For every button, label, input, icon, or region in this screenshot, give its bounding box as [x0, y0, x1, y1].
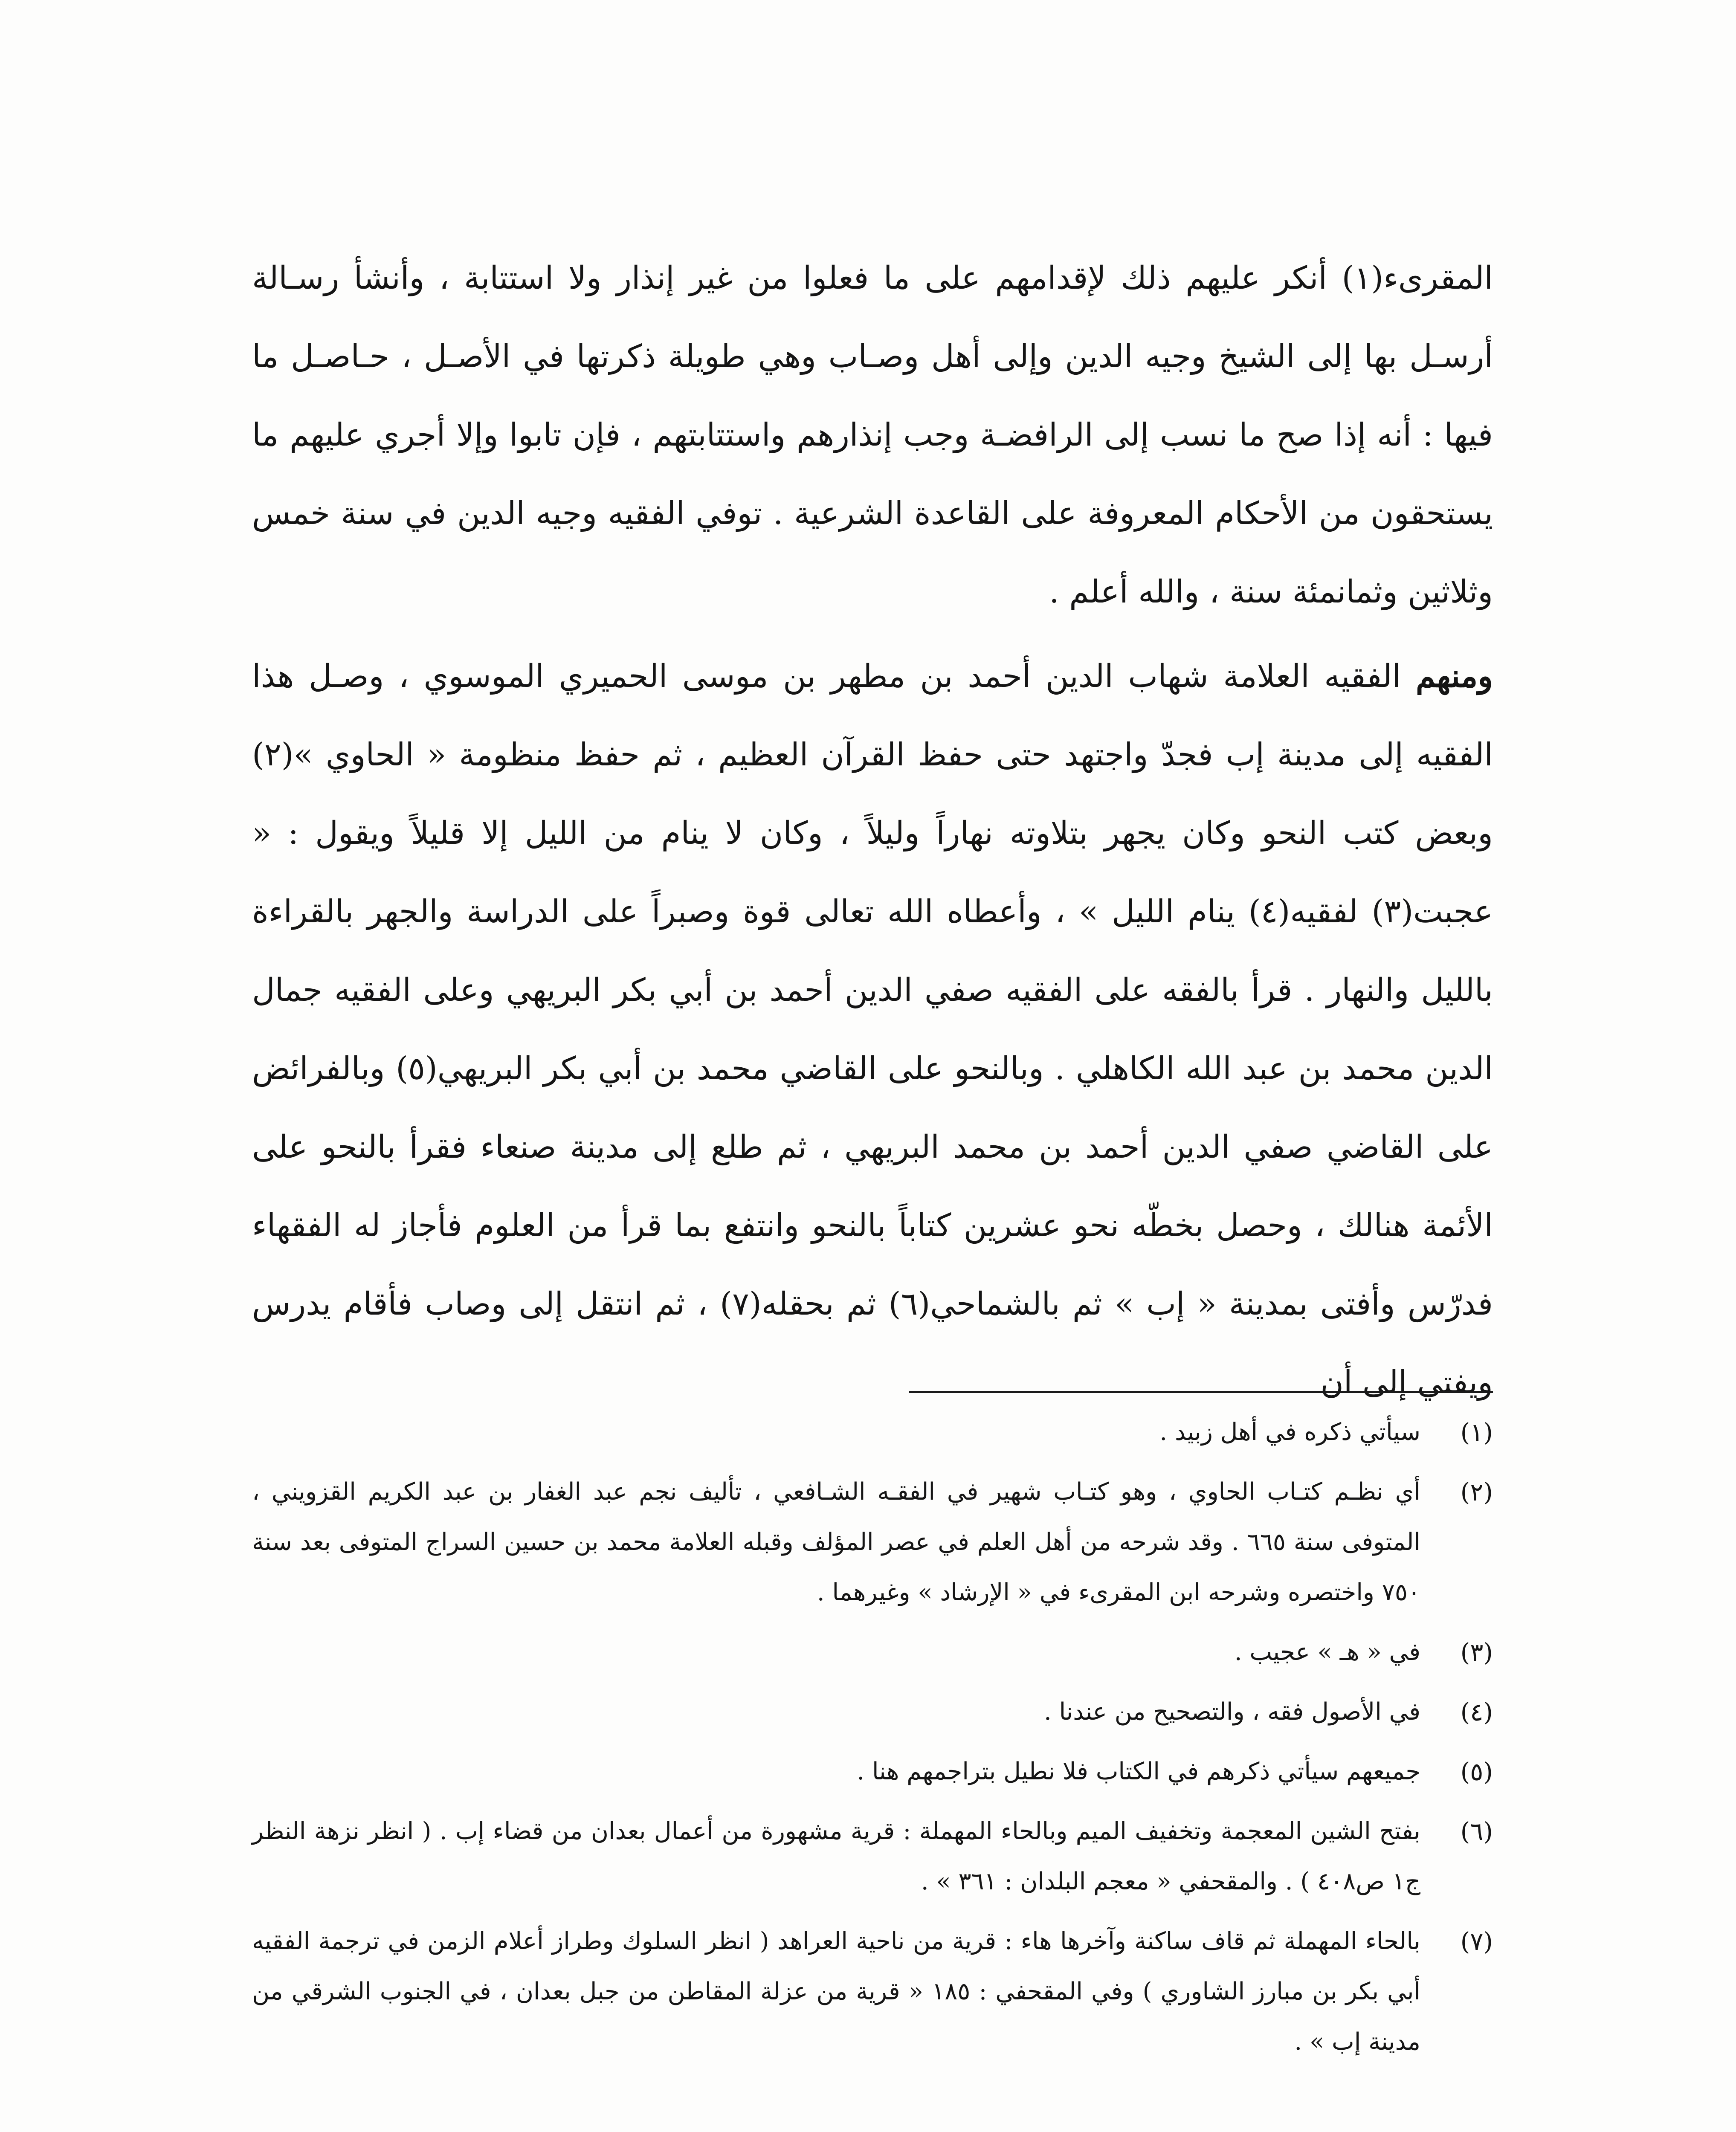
footnote-text: بفتح الشين المعجمة وتخفيف الميم وبالحاء المهملة : قرية مشهورة من أعمال بعدان من قضاء إب . ( انظر نزهة النظر ج١ ص٤٠٨ ) . والمقحفي « معجم البلدان : ٣٦١ » .	[252, 1817, 1420, 1895]
paragraph-1	[252, 239, 1493, 631]
footnotes-section	[252, 1407, 1493, 2077]
footnote-7	[252, 1916, 1493, 2067]
paragraph-body: الفقيه العلامة شهاب الدين أحمد بن مطهر بن موسى الحميري الموسوي ، وصـل هذا الفقيه إلى مدينة إب فجدّ واجتهد حتى حفظ القرآن العظيم ، ثم حفظ منظومة « الحاوي »(٢) وبعض كتب النحو وكان يجهر بتلاوته نهاراً وليلاً ، وكان لا ينام من الليل إلا قليلاً ويقول : « عجبت(٣) لفقيه(٤) ينام الليل » ، وأعطاه الله تعالى قوة وصبراً على الدراسة والجهر بالقراءة بالليل والنهار . قرأ بالفقه على الفقيه صفي الدين أحمد بن أبي بكر البريهي وعلى الفقيه جمال الدين محمد بن عبد الله الكاهلي . وبالنحو على القاضي محمد بن أبي بكر البريهي(٥) وبالفرائض على القاضي صفي الدين أحمد بن محمد البريهي ، ثم طلع إلى مدينة صنعاء فقرأ بالنحو على الأئمة هنالك ، وحصل بخطّه نحو عشرين كتاباً بالنحو وانتفع بما قرأ من العلوم فأجاز له الفقهاء فدرّس وأفتى بمدينة « إب » ثم بالشماحي(٦) ثم بحقله(٧) ، ثم انتقل إلى وصاب فأقام يدرس ويفتي إلى أن	[252, 658, 1493, 1401]
footnote-number: (٥)	[1460, 1757, 1493, 1786]
footnote-3	[252, 1627, 1493, 1677]
paragraph-2	[252, 637, 1493, 1422]
footnote-4	[252, 1687, 1493, 1737]
footnote-number: (٧)	[1460, 1927, 1493, 1956]
paragraph-body: المقرىء(١) أنكر عليهم ذلك لإقدامهم على ما فعلوا من غير إنذار ولا استتابة ، وأنشأ رسـالة أرسـل بها إلى الشيخ وجيه الدين وإلى أهل وصـاب وهي طويلة ذكرتها في الأصـل ، حـاصـل ما فيها : أنه إذا صح ما نسب إلى الرافضـة وجب إنذارهم واستتابتهم ، فإن تابوا وإلا أجري عليهم ما يستحقون من الأحكام المعروفة على القاعدة الشرعية . توفي الفقيه وجيه الدين في سنة خمس وثلاثين وثمانمئة سنة ، والله أعلم .	[252, 260, 1493, 610]
footnote-text: بالحاء المهملة ثم قاف ساكنة وآخرها هاء : قرية من ناحية العراهد ( انظر السلوك وطراز أعلام الزمن في ترجمة الفقيه أبي بكر بن مبارز الشاوري ) وفي المقحفي : ١٨٥ « قرية من عزلة المقاطن من جبل بعدان ، في الجنوب الشرقي من مدينة إب » .	[252, 1927, 1421, 2056]
footnote-text: في « هـ » عجيب .	[1234, 1638, 1420, 1666]
footnote-number: (٦)	[1460, 1817, 1493, 1846]
main-text-block	[252, 239, 1493, 1422]
footnote-6	[252, 1806, 1493, 1907]
footnote-1	[252, 1407, 1493, 1457]
footnote-text: في الأصول فقه ، والتصحيح من عندنا .	[1043, 1698, 1420, 1726]
footnote-number: (٢)	[1460, 1477, 1493, 1506]
footnote-number: (١)	[1460, 1418, 1493, 1447]
footnote-separator	[909, 1391, 1493, 1393]
footnote-number: (٤)	[1460, 1697, 1493, 1726]
footnote-2	[252, 1467, 1493, 1618]
paragraph-lead: ومنهم	[1415, 658, 1493, 695]
footnote-text: جميعهم سيأتي ذكرهم في الكتاب فلا نطيل بتراجمهم هنا .	[857, 1758, 1420, 1785]
footnote-text: سيأتي ذكره في أهل زبيد .	[1159, 1418, 1420, 1446]
footnote-number: (٣)	[1460, 1638, 1493, 1667]
footnote-text: أي نظـم كتـاب الحاوي ، وهو كتـاب شهير في الفقـه الشـافعي ، تأليف نجم عبد الغفار بن عبد الكريم القزويني ، المتوفى سنة ٦٦٥ . وقد شرحه من أهل العلم في عصر المؤلف وقبله العلامة محمد بن حسين السراج المتوفى بعد سنة ٧٥٠ واختصره وشرحه ابن المقرىء في « الإرشاد » وغيرهما .	[252, 1478, 1420, 1606]
footnote-5	[252, 1747, 1493, 1797]
